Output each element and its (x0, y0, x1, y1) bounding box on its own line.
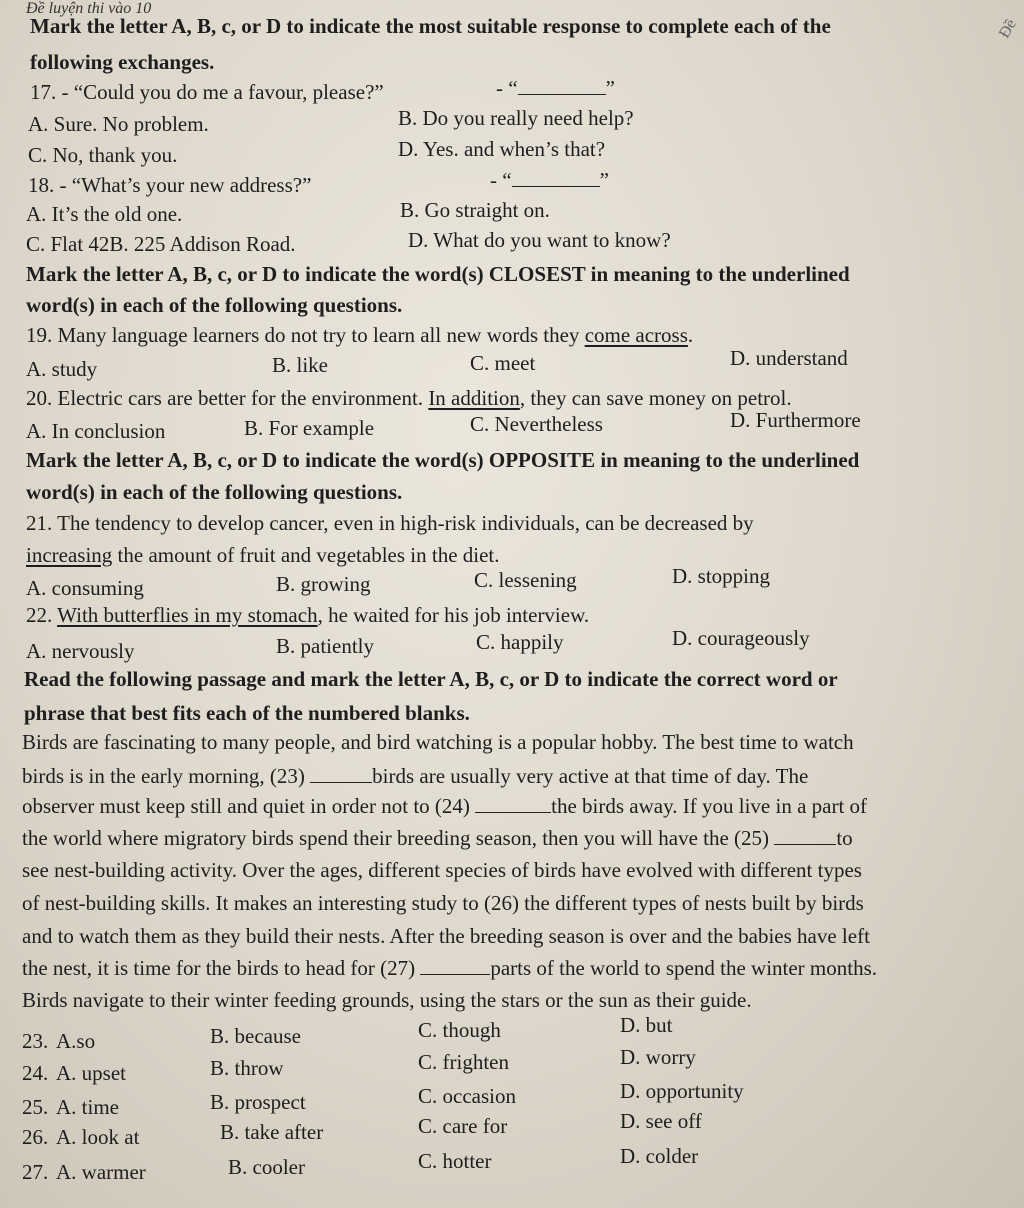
blank-27[interactable] (420, 956, 490, 975)
q17-answer-blank[interactable] (518, 76, 606, 95)
passage-line-6: of nest-building skills. It makes an interesting study to (26) the different types of nests built by birds (22, 891, 864, 915)
q23-option-c[interactable]: C. though (418, 1018, 501, 1042)
q17-stem (30, 80, 384, 104)
q27-option-d[interactable]: D. colder (620, 1144, 699, 1168)
blank-23[interactable] (310, 764, 372, 783)
q23-option-a[interactable]: A.so (56, 1029, 96, 1053)
q21-option-a[interactable]: A. consuming (26, 576, 144, 600)
q18-reply (490, 168, 609, 192)
q26-option-b[interactable]: B. take after (220, 1120, 324, 1144)
q26-option-a[interactable]: A. look at (56, 1125, 140, 1149)
q20-option-b[interactable]: B. For example (244, 416, 375, 440)
blank-25[interactable] (774, 826, 836, 845)
q17-option-b[interactable]: B. Do you really need help? (398, 106, 634, 130)
q20-option-a[interactable]: A. In conclusion (26, 419, 166, 443)
q17-reply-close: ” (605, 76, 615, 100)
q27-option-a[interactable]: A. warmer (56, 1160, 146, 1184)
q17-option-a[interactable]: A. Sure. No problem. (28, 112, 209, 136)
passage-line-1: Birds are fascinating to many people, and bird watching is a popular hobby. The best time to watch (22, 730, 854, 754)
blank-24[interactable] (475, 794, 551, 813)
section1-instruction-line1: Mark the letter A, B, c, or D to indicate the most suitable response to complete each of the (30, 14, 831, 38)
q20-stem-pre: 20. Electric cars are better for the environment. (26, 386, 429, 410)
passage-line-8b: parts of the world to spend the winter months. (490, 956, 878, 980)
q21-option-c[interactable]: C. lessening (474, 568, 577, 592)
passage-line-2b: birds are usually very active at that time of day. The (372, 764, 809, 788)
section4-instruction-line1: Read the following passage and mark the letter A, B, c, or D to indicate the correct word or (24, 667, 838, 691)
q18-option-a[interactable]: A. It’s the old one. (26, 202, 183, 226)
q18-option-b[interactable]: B. Go straight on. (400, 198, 550, 222)
answer-number-24: 24. (22, 1061, 49, 1085)
q19-stem-post: . (687, 323, 694, 347)
q21-option-b[interactable]: B. growing (276, 572, 371, 596)
q24-option-d[interactable]: D. worry (620, 1045, 696, 1069)
passage-line-5: see nest-building activity. Over the ages, different species of birds have evolved with different types (22, 858, 862, 882)
q27-option-b[interactable]: B. cooler (228, 1155, 305, 1179)
header-note: Đề luyện thi vào 10 (26, 0, 152, 17)
passage-line-4a: the world where migratory birds spend their breeding season, then you will have the (25) (22, 826, 775, 850)
corner-mark: Đề (996, 16, 1021, 42)
answer-number-26: 26. (22, 1125, 49, 1149)
q26-option-c[interactable]: C. care for (418, 1114, 508, 1138)
q17-reply-open: - “ (496, 76, 518, 100)
q18-reply-close: ” (599, 168, 609, 192)
q25-option-b[interactable]: B. prospect (210, 1090, 306, 1114)
q26-option-d[interactable]: D. see off (620, 1109, 702, 1133)
q20-underlined-phrase: In addition (428, 386, 520, 410)
q20-stem-post: , they can save money on petrol. (519, 386, 792, 410)
answer-number-23: 23. (22, 1029, 49, 1053)
q18-answer-blank[interactable] (512, 168, 600, 187)
passage-line-7: and to watch them as they build their nests. After the breeding season is over and the babies have left (22, 924, 870, 948)
q24-option-b[interactable]: B. throw (210, 1056, 284, 1080)
passage-line-2a: birds is in the early morning, (23) (22, 764, 311, 788)
section3-instruction-line1: Mark the letter A, B, c, or D to indicate the word(s) OPPOSITE in meaning to the underlined (26, 448, 860, 472)
q27-option-c[interactable]: C. hotter (418, 1149, 492, 1173)
q19-stem (26, 323, 693, 347)
q21-underlined-word: increasing (26, 543, 113, 567)
q20-option-d[interactable]: D. Furthermore (730, 408, 861, 432)
q25-option-d[interactable]: D. opportunity (620, 1079, 744, 1103)
q20-option-c[interactable]: C. Nevertheless (470, 412, 603, 436)
q22-option-d[interactable]: D. courageously (672, 626, 810, 650)
passage-line-3 (22, 794, 867, 818)
q19-option-b[interactable]: B. like (272, 353, 328, 377)
passage-line-9: Birds navigate to their winter feeding grounds, using the stars or the sun as their guide. (22, 988, 752, 1012)
passage-line-3a: observer must keep still and quiet in order not to (24) (22, 794, 476, 818)
section4-instruction-line2: phrase that best fits each of the numbered blanks. (24, 701, 470, 725)
q22-option-c[interactable]: C. happily (476, 630, 564, 654)
q23-option-b[interactable]: B. because (210, 1024, 301, 1048)
q19-option-a[interactable]: A. study (26, 357, 98, 381)
q19-stem-pre: 19. Many language learners do not try to learn all new words they (26, 323, 585, 347)
passage-line-3b: the birds away. If you live in a part of (551, 794, 868, 818)
q17-option-c[interactable]: C. No, thank you. (28, 143, 178, 167)
passage-line-8 (22, 956, 877, 980)
q18-option-d[interactable]: D. What do you want to know? (408, 228, 671, 252)
q17-reply (496, 76, 615, 100)
q23-option-d[interactable]: D. but (620, 1013, 673, 1037)
q18-stem: 18. - “What’s your new address?” (28, 173, 312, 197)
q22-stem-post: , he waited for his job interview. (317, 603, 590, 627)
q21-option-d[interactable]: D. stopping (672, 564, 771, 588)
q22-stem-pre: 22. (26, 603, 58, 627)
section2-instruction-line1: Mark the letter A, B, c, or D to indicate the word(s) CLOSEST in meaning to the underlined (26, 262, 850, 286)
q21-stem-line1: 21. The tendency to develop cancer, even in high-risk individuals, can be decreased by (26, 511, 754, 535)
q25-option-a[interactable]: A. time (56, 1095, 119, 1119)
answer-number-27: 27. (22, 1160, 49, 1184)
q21-stem-rest: the amount of fruit and vegetables in the diet. (112, 543, 500, 567)
section1-instruction-line2: following exchanges. (30, 50, 215, 74)
section2-instruction-line2: word(s) in each of the following questions. (26, 293, 403, 317)
q24-option-c[interactable]: C. frighten (418, 1050, 509, 1074)
q25-option-c[interactable]: C. occasion (418, 1084, 516, 1108)
q19-option-c[interactable]: C. meet (470, 351, 536, 375)
passage-line-2 (22, 764, 808, 788)
q22-option-a[interactable]: A. nervously (26, 639, 135, 663)
q17-option-d[interactable]: D. Yes. and when’s that? (398, 137, 606, 161)
section3-instruction-line2: word(s) in each of the following questions. (26, 480, 403, 504)
q18-reply-open: - “ (490, 168, 512, 192)
q22-option-b[interactable]: B. patiently (276, 634, 374, 658)
passage-line-4b: to (836, 826, 853, 850)
passage-line-4 (22, 826, 853, 850)
q22-underlined-phrase: With butterflies in my stomach (57, 603, 318, 627)
q19-underlined-phrase: come across (584, 323, 688, 347)
q17-stem-text: 17. - “Could you do me a favour, please?” (30, 80, 384, 104)
answer-number-25: 25. (22, 1095, 49, 1119)
q18-option-c[interactable]: C. Flat 42B. 225 Addison Road. (26, 232, 296, 256)
q21-stem-line2 (26, 543, 500, 567)
q20-stem (26, 386, 792, 410)
q19-option-d[interactable]: D. understand (730, 346, 848, 370)
q24-option-a[interactable]: A. upset (56, 1061, 126, 1085)
q22-stem (26, 603, 589, 627)
passage-line-8a: the nest, it is time for the birds to head for (27) (22, 956, 421, 980)
